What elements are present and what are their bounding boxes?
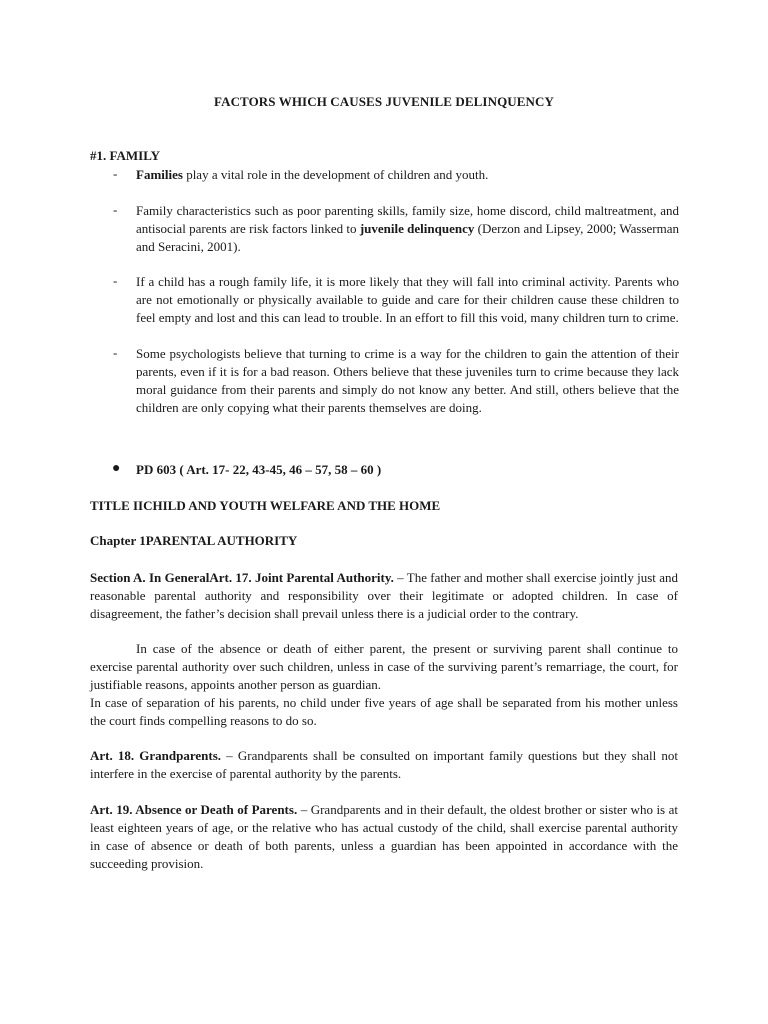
list-item-bold-term: juvenile delinquency bbox=[359, 221, 475, 236]
art-18-paragraph bbox=[90, 747, 678, 783]
art-19-body: – Grandparents and in their default, the oldest brother or sister who is at least eighteen years of age, or the relative who has actual custody of the child, shall exercise parental authority in case of absence or death of both parents, unless a guardian has been appointed in accordance with the succeeding provision. bbox=[90, 802, 678, 871]
list-item-body: Family characteristics such as poor parenting skills, family size, home discord, child maltreatment, and antisocial parents are risk factors linked to bbox=[136, 203, 679, 236]
list-item-text: Some psychologists believe that turning to crime is a way for the children to gain the attention of their parents, even if it is for a bad reason. Others believe that these juveniles turn to crime because they lack moral guidance from their parents and simply do not know any better. And still, others believe that the children are only copying what their parents themselves are doing. bbox=[136, 346, 679, 415]
family-heading: #1. FAMILY bbox=[90, 148, 161, 163]
list-item-body: play a vital role in the development of children and youth. bbox=[182, 167, 489, 182]
dash-marker: - bbox=[113, 273, 118, 288]
art-19-paragraph bbox=[90, 801, 678, 873]
section-a-paragraph bbox=[90, 569, 678, 623]
bullet-text: PD 603 ( Art. 17- 22, 43-45, 46 – 57, 58 – 60 ) bbox=[136, 462, 382, 477]
art-18-heading: Art. 18. Grandparents. bbox=[90, 748, 222, 763]
art-18-body: – Grandparents shall be consulted on important family questions but they shall not interfere in the exercise of parental authority by the parents. bbox=[90, 748, 678, 781]
art-19-heading: Art. 19. Absence or Death of Parents. bbox=[90, 802, 298, 817]
dash-marker: - bbox=[113, 166, 118, 181]
title-ii-heading: TITLE IICHILD AND YOUTH WELFARE AND THE HOME bbox=[90, 498, 441, 513]
document-title: FACTORS WHICH CAUSES JUVENILE DELINQUENCY bbox=[214, 94, 554, 109]
section-a-paragraph-2: In case of the absence or death of either parent, the present or surviving parent shall continue to exercise parental authority over such children, unless in case of the surviving parent’s remarriage, the court, for justifiable reasons, appoints another person as guardian. bbox=[90, 641, 678, 692]
chapter-heading: Chapter 1PARENTAL AUTHORITY bbox=[90, 533, 298, 548]
bullet-dot-icon: ● bbox=[112, 461, 121, 476]
list-item-text bbox=[136, 202, 679, 256]
list-item-text bbox=[136, 166, 679, 184]
section-a-body: – The father and mother shall exercise jointly just and reasonable parental authority and responsibility over their legitimate or adopted children. In case of disagreement, the father’s decision shall prevail unless there is a judicial order to the contrary. bbox=[90, 570, 678, 621]
list-item-citation: (Derzon and Lipsey, 2000; Wasserman and Seracini, 2001). bbox=[136, 221, 679, 254]
section-a-paragraph-3: In case of separation of his parents, no child under five years of age shall be separated from his mother unless the court finds compelling reasons to do so. bbox=[90, 695, 678, 728]
dash-marker: - bbox=[113, 202, 118, 217]
section-a-heading: Section A. In GeneralArt. 17. Joint Parental Authority. bbox=[90, 570, 394, 585]
dash-marker: - bbox=[113, 345, 118, 360]
list-item-text: If a child has a rough family life, it is more likely that they will fall into criminal activity. Parents who are not emotionally or physically available to guide and care for their children cause these children to feel empty and lost and this can lead to trouble. In an effort to fill this void, many children turn to crime. bbox=[136, 274, 679, 325]
list-item-bold-lead: Families bbox=[136, 167, 183, 182]
